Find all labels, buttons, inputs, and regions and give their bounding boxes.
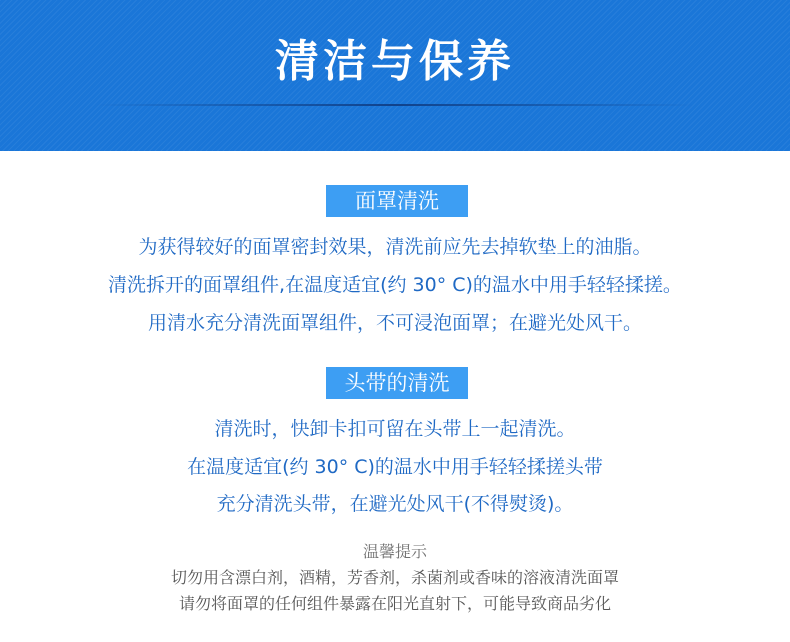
mask-cleaning-line-3: 用清水充分清洗面罩组件，不可浸泡面罩；在避光处风干。 xyxy=(147,312,642,334)
headgear-cleaning-line-2: 在温度适宜(约 30° C)的温水中用手轻轻揉搓头带 xyxy=(187,456,603,478)
headgear-cleaning-line-1: 清洗时，快卸卡扣可留在头带上一起清洗。 xyxy=(214,418,576,440)
mask-cleaning-line-2: 清洗拆开的面罩组件,在温度适宜(约 30° C)的温水中用手轻轻揉搓。 xyxy=(108,274,682,296)
section-heading-headgear-cleaning: 头带的清洗 xyxy=(326,367,468,399)
headgear-cleaning-line-3: 充分清洗头带，在避光处风干(不得熨烫)。 xyxy=(216,493,574,515)
header-banner xyxy=(0,0,790,151)
mask-cleaning-line-1: 为获得较好的面罩密封效果，清洗前应先去掉软垫上的油脂。 xyxy=(138,236,652,258)
tips-title: 温馨提示 xyxy=(362,542,427,561)
tip-line-1: 切勿用含漂白剂，酒精，芳香剂，杀菌剂或香味的溶液清洗面罩 xyxy=(170,568,619,587)
page-title: 清洁与保养 xyxy=(275,36,515,87)
section-heading-mask-cleaning: 面罩清洗 xyxy=(326,185,468,217)
title-divider xyxy=(95,104,695,106)
tip-line-2: 请勿将面罩的任何组件暴露在阳光直射下，可能导致商品劣化 xyxy=(178,594,611,613)
